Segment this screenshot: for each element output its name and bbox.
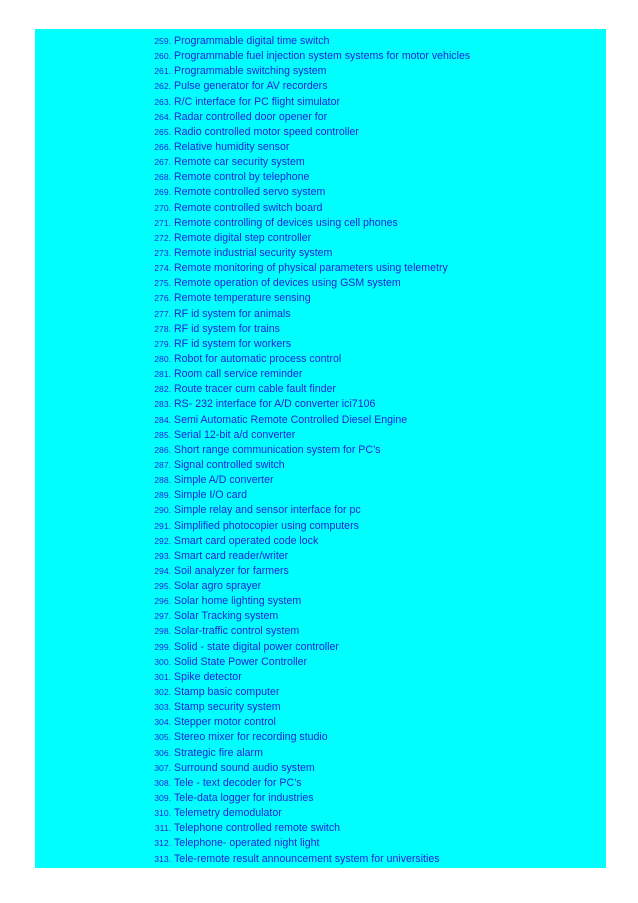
item-number: 276. — [154, 293, 171, 304]
list-item — [35, 335, 606, 350]
item-text: Solid - state digital power controller — [174, 640, 339, 653]
item-text: Tele - text decoder for PC’s — [174, 776, 302, 789]
item-text: Stereo mixer for recording studio — [174, 731, 328, 744]
item-number: 309. — [154, 793, 171, 804]
item-text: Remote car security system — [174, 156, 305, 169]
item-text: Radar controlled door opener for — [174, 110, 328, 123]
list-item — [35, 486, 606, 501]
item-number: 299. — [154, 641, 171, 652]
list-item — [35, 93, 606, 108]
item-number: 290. — [154, 505, 171, 516]
item-number: 263. — [154, 96, 171, 107]
list-item — [35, 259, 606, 274]
item-number: 313. — [154, 853, 171, 864]
list-item — [35, 123, 606, 138]
item-number: 287. — [154, 459, 171, 470]
item-text: Surround sound audio system — [174, 761, 315, 774]
list-item — [35, 653, 606, 668]
item-text: Programmable fuel injection system systems for motor vehicles — [174, 50, 471, 63]
item-number: 304. — [154, 717, 171, 728]
list-item — [35, 638, 606, 653]
list-item — [35, 244, 606, 259]
item-text: Solar-traffic control system — [174, 625, 300, 638]
item-text: Simple I/O card — [174, 489, 248, 502]
item-text: Spike detector — [174, 670, 242, 683]
list-item — [35, 517, 606, 532]
item-text: RF id system for animals — [174, 307, 291, 320]
list-item — [35, 698, 606, 713]
item-text: Remote digital step controller — [174, 231, 312, 244]
list-item — [35, 562, 606, 577]
list-item — [35, 199, 606, 214]
item-text: Room call service reminder — [174, 368, 303, 381]
list-item — [35, 380, 606, 395]
list-item — [35, 426, 606, 441]
list-item — [35, 850, 606, 865]
list-item — [35, 471, 606, 486]
list-item — [35, 622, 606, 637]
list-item — [35, 728, 606, 743]
item-text: Serial 12-bit a/d converter — [174, 428, 296, 441]
list-item — [35, 744, 606, 759]
item-number: 265. — [154, 126, 171, 137]
item-number: 308. — [154, 777, 171, 788]
item-number: 291. — [154, 520, 171, 531]
item-number: 275. — [154, 278, 171, 289]
list-item — [35, 547, 606, 562]
list-item — [35, 395, 606, 410]
item-number: 266. — [154, 141, 171, 152]
list-item — [35, 804, 606, 819]
list-item — [35, 47, 606, 62]
item-number: 264. — [154, 111, 171, 122]
item-text: Remote controlled servo system — [174, 186, 326, 199]
item-number: 259. — [154, 36, 171, 46]
item-text: Solar agro sprayer — [174, 580, 262, 593]
item-number: 283. — [154, 399, 171, 410]
item-number: 306. — [154, 747, 171, 758]
item-text: Robot for automatic process control — [174, 352, 342, 365]
item-number: 260. — [154, 51, 171, 62]
item-number: 301. — [154, 671, 171, 682]
list-item — [35, 668, 606, 683]
item-text: Semi Automatic Remote Controlled Diesel Engine — [174, 413, 408, 426]
item-text: Remote temperature sensing — [174, 292, 311, 305]
item-number: 311. — [154, 823, 171, 834]
item-number: 303. — [154, 702, 171, 713]
list-item — [35, 350, 606, 365]
list-item — [35, 683, 606, 698]
item-number: 262. — [154, 81, 171, 92]
item-text: Pulse generator for AV recorders — [174, 80, 328, 93]
item-number: 292. — [154, 535, 171, 546]
item-text: RS- 232 interface for A/D converter ici7106 — [174, 398, 376, 411]
item-number: 295. — [154, 581, 171, 592]
list-item — [35, 789, 606, 804]
list-item — [35, 713, 606, 728]
item-text: Solar Tracking system — [174, 610, 279, 623]
item-number: 284. — [154, 414, 171, 425]
item-text: Remote industrial security system — [174, 246, 333, 259]
item-number: 285. — [154, 429, 171, 440]
item-text: Signal controlled switch — [174, 458, 285, 471]
list-item — [35, 274, 606, 289]
list-item — [35, 32, 606, 47]
list-item — [35, 577, 606, 592]
item-text: Soil analyzer for farmers — [174, 564, 289, 577]
list-item — [35, 411, 606, 426]
item-number: 312. — [154, 838, 171, 849]
item-text: Remote controlling of devices using cell phones — [174, 216, 398, 229]
item-text: Telemetry demodulator — [174, 807, 282, 820]
item-number: 288. — [154, 475, 171, 486]
item-number: 298. — [154, 626, 171, 637]
item-text: Stamp security system — [174, 701, 281, 714]
item-number: 296. — [154, 596, 171, 607]
item-number: 274. — [154, 263, 171, 274]
item-number: 268. — [154, 172, 171, 183]
item-number: 302. — [154, 687, 171, 698]
list-item — [35, 607, 606, 622]
item-number: 269. — [154, 187, 171, 198]
item-text: Smart card operated code lock — [174, 534, 319, 547]
list-item — [35, 77, 606, 92]
item-number: 300. — [154, 656, 171, 667]
item-text: Simplified photocopier using computers — [174, 519, 359, 532]
item-number: 280. — [154, 353, 171, 364]
list-item — [35, 153, 606, 168]
item-text: Programmable switching system — [174, 65, 327, 78]
item-text: Solar home lighting system — [174, 595, 302, 608]
list-item — [35, 229, 606, 244]
item-text: Remote controlled switch board — [174, 201, 323, 214]
item-text: Stamp basic computer — [174, 686, 280, 699]
list-item — [35, 774, 606, 789]
list-item — [35, 320, 606, 335]
list-item — [35, 834, 606, 849]
list-item — [35, 441, 606, 456]
item-text: Solid State Power Controller — [174, 655, 308, 668]
list-item — [35, 592, 606, 607]
item-text: Route tracer cum cable fault finder — [174, 383, 336, 396]
item-text: Telephone- operated night light — [174, 837, 320, 850]
item-number: 307. — [154, 762, 171, 773]
item-number: 278. — [154, 323, 171, 334]
item-text: Remote monitoring of physical parameters using telemetry — [174, 262, 448, 275]
list-item — [35, 305, 606, 320]
list-item — [35, 501, 606, 516]
item-number: 281. — [154, 369, 171, 380]
item-number: 271. — [154, 217, 171, 228]
item-number: 282. — [154, 384, 171, 395]
item-text: Programmable digital time switch — [174, 35, 330, 47]
list-item — [35, 183, 606, 198]
item-text: Simple A/D converter — [174, 474, 274, 487]
item-number: 297. — [154, 611, 171, 622]
item-text: Tele-data logger for industries — [174, 792, 314, 805]
item-number: 286. — [154, 444, 171, 455]
item-text: Remote operation of devices using GSM system — [174, 277, 401, 290]
item-text: R/C interface for PC flight simulator — [174, 95, 341, 108]
item-text: Relative humidity sensor — [174, 140, 290, 153]
item-number: 294. — [154, 565, 171, 576]
item-text: Telephone controlled remote switch — [174, 822, 341, 835]
item-number: 270. — [154, 202, 171, 213]
list-item — [35, 365, 606, 380]
item-text: Radio controlled motor speed controller — [174, 125, 359, 138]
item-number: 277. — [154, 308, 171, 319]
item-text: Remote control by telephone — [174, 171, 310, 184]
list-item — [35, 62, 606, 77]
item-number: 305. — [154, 732, 171, 743]
item-text: Tele-remote result announcement system for universities — [174, 852, 440, 865]
list-item — [35, 819, 606, 834]
project-list — [35, 32, 606, 865]
item-text: Short range communication system for PC’s — [174, 443, 381, 456]
item-text: Stepper motor control — [174, 716, 276, 729]
list-item — [35, 456, 606, 471]
item-number: 273. — [154, 247, 171, 258]
list-item — [35, 532, 606, 547]
item-text: Strategic fire alarm — [174, 746, 263, 759]
item-number: 293. — [154, 550, 171, 561]
list-item — [35, 214, 606, 229]
list-panel — [35, 29, 606, 868]
item-text: Smart card reader/writer — [174, 549, 289, 562]
item-number: 279. — [154, 338, 171, 349]
item-number: 267. — [154, 157, 171, 168]
item-text: RF id system for workers — [174, 337, 292, 350]
item-number: 310. — [154, 808, 171, 819]
item-text: Simple relay and sensor interface for pc — [174, 504, 361, 517]
list-item — [35, 759, 606, 774]
item-number: 289. — [154, 490, 171, 501]
item-text: RF id system for trains — [174, 322, 280, 335]
list-item — [35, 108, 606, 123]
item-number: 261. — [154, 66, 171, 77]
item-number: 272. — [154, 232, 171, 243]
list-item — [35, 138, 606, 153]
list-item — [35, 289, 606, 304]
list-item — [35, 168, 606, 183]
